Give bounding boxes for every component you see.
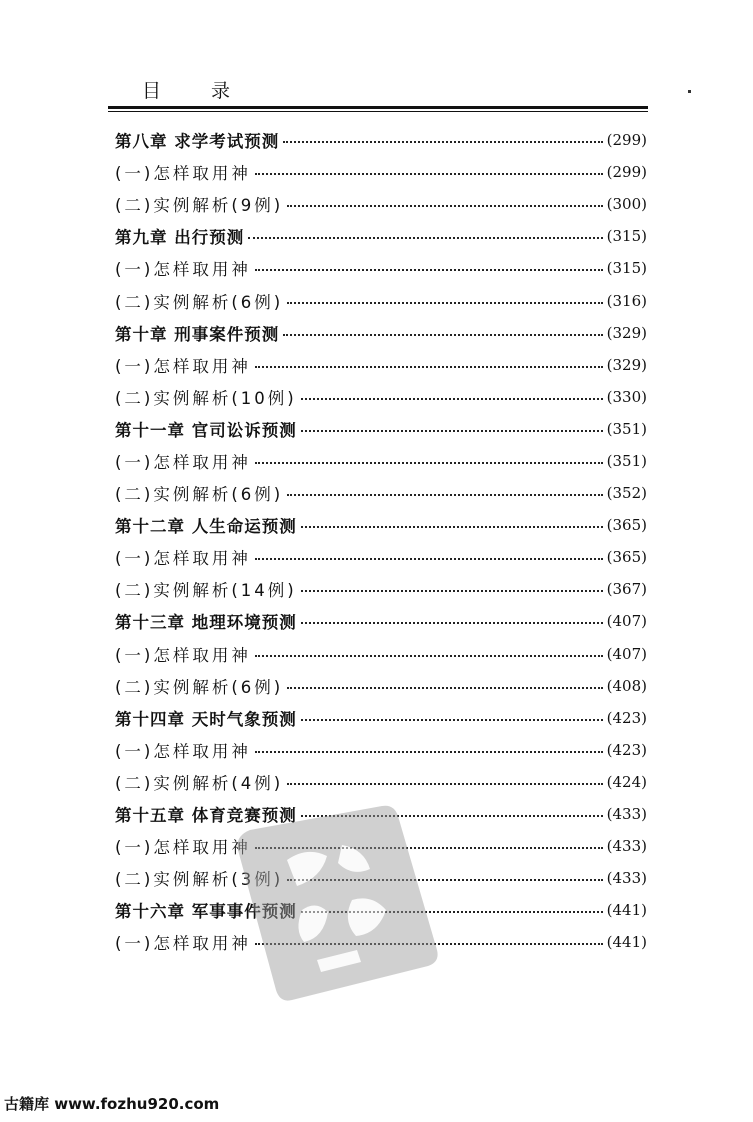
toc-page-number: (299)	[606, 131, 647, 150]
dot-leader	[255, 751, 603, 753]
toc-entry-title: (一)怎样取用神	[115, 838, 251, 858]
dot-leader	[301, 526, 603, 528]
toc-page-number: (300)	[606, 195, 647, 214]
dot-leader	[287, 687, 602, 689]
toc-chapter-entry	[115, 509, 647, 541]
toc-page-number: (329)	[606, 355, 647, 374]
toc-section-entry	[115, 766, 647, 798]
toc-page-number: (351)	[606, 419, 647, 438]
header-rule-thin	[108, 111, 648, 112]
seal-stamp-watermark	[232, 800, 442, 1005]
toc-section-entry	[115, 670, 647, 702]
toc-page-number: (433)	[606, 869, 647, 888]
toc-section-entry	[115, 381, 647, 413]
toc-entry-title: 第十五章 体育竞赛预测	[115, 806, 297, 826]
toc-entry-title: (二)实例解析(6例)	[115, 485, 284, 505]
toc-entry-title: 第十三章 地理环境预测	[115, 613, 297, 633]
toc-page-number: (407)	[606, 644, 647, 663]
toc-entry-title: (二)实例解析(14例)	[115, 581, 297, 601]
dot-leader	[255, 269, 603, 271]
page-header-title: 目 录	[142, 80, 253, 102]
toc-chapter-entry	[115, 702, 647, 734]
toc-entry-title: (一)怎样取用神	[115, 356, 251, 376]
toc-entry-title: 第十四章 天时气象预测	[115, 709, 297, 729]
dot-leader	[301, 590, 603, 592]
toc-entry-title: (二)实例解析(6例)	[115, 677, 284, 697]
toc-page-number: (423)	[606, 708, 647, 727]
dot-leader	[255, 173, 603, 175]
toc-section-entry	[115, 156, 647, 188]
scan-speck	[688, 90, 691, 93]
toc-entry-title: (二)实例解析(10例)	[115, 388, 297, 408]
toc-page-number: (365)	[606, 548, 647, 567]
toc-page-number: (441)	[606, 933, 647, 952]
dot-leader	[287, 205, 602, 207]
dot-leader	[301, 622, 603, 624]
toc-page-number: (329)	[606, 323, 647, 342]
toc-section-entry	[115, 349, 647, 381]
toc-entry-title: (二)实例解析(9例)	[115, 196, 284, 216]
toc-entry-title: (二)实例解析(4例)	[115, 773, 284, 793]
dot-leader	[301, 430, 603, 432]
toc-section-entry	[115, 573, 647, 605]
toc-entry-title: (一)怎样取用神	[115, 645, 251, 665]
toc-section-entry	[115, 252, 647, 284]
toc-page-number: (407)	[606, 612, 647, 631]
dot-leader	[301, 719, 603, 721]
dot-leader	[255, 462, 603, 464]
toc-entry-title: 第十一章 官司讼诉预测	[115, 420, 297, 440]
toc-chapter-entry	[115, 124, 647, 156]
toc-page-number: (433)	[606, 805, 647, 824]
toc-page-number: (365)	[606, 516, 647, 535]
toc-page-number: (299)	[606, 163, 647, 182]
dot-leader	[301, 398, 603, 400]
dot-leader	[248, 237, 602, 239]
toc-entry-title: (二)实例解析(6例)	[115, 292, 284, 312]
toc-entry-title: (一)怎样取用神	[115, 260, 251, 280]
toc-entry-title: (一)怎样取用神	[115, 164, 251, 184]
dot-leader	[255, 558, 603, 560]
toc-page-number: (351)	[606, 451, 647, 470]
toc-section-entry	[115, 445, 647, 477]
toc-entry-title: (一)怎样取用神	[115, 549, 251, 569]
toc-section-entry	[115, 638, 647, 670]
dot-leader	[255, 366, 603, 368]
toc-page-number: (424)	[606, 772, 647, 791]
toc-chapter-entry	[115, 413, 647, 445]
toc-chapter-entry	[115, 605, 647, 637]
header-rule-thick	[108, 106, 648, 109]
dot-leader	[287, 494, 602, 496]
toc-entry-title: (二)实例解析(3例)	[115, 870, 284, 890]
site-watermark-footer: 古籍库 www.fozhu920.com	[4, 1095, 220, 1113]
toc-page-number: (367)	[606, 580, 647, 599]
toc-section-entry	[115, 734, 647, 766]
toc-entry-title: (一)怎样取用神	[115, 452, 251, 472]
toc-entry-title: 第十章 刑事案件预测	[115, 324, 280, 344]
dot-leader	[287, 302, 602, 304]
toc-page-number: (315)	[606, 227, 647, 246]
toc-page-number: (316)	[606, 291, 647, 310]
toc-chapter-entry	[115, 317, 647, 349]
toc-entry-title: 第十二章 人生命运预测	[115, 517, 297, 537]
toc-page-number: (441)	[606, 901, 647, 920]
toc-page-number: (408)	[606, 676, 647, 695]
toc-entry-title: (一)怎样取用神	[115, 934, 251, 954]
toc-page-number: (352)	[606, 484, 647, 503]
toc-entry-title: 第十六章 军事事件预测	[115, 902, 297, 922]
toc-entry-title: 第九章 出行预测	[115, 228, 245, 248]
toc-section-entry	[115, 477, 647, 509]
toc-section-entry	[115, 284, 647, 316]
toc-page-number: (423)	[606, 740, 647, 759]
dot-leader	[255, 655, 603, 657]
toc-section-entry	[115, 188, 647, 220]
dot-leader	[287, 783, 602, 785]
toc-page-number: (330)	[606, 387, 647, 406]
dot-leader	[283, 141, 602, 143]
toc-page-number: (433)	[606, 837, 647, 856]
toc-section-entry	[115, 541, 647, 573]
toc-entry-title: 第八章 求学考试预测	[115, 132, 280, 152]
toc-page-number: (315)	[606, 259, 647, 278]
dot-leader	[283, 334, 602, 336]
toc-chapter-entry	[115, 220, 647, 252]
toc-entry-title: (一)怎样取用神	[115, 741, 251, 761]
